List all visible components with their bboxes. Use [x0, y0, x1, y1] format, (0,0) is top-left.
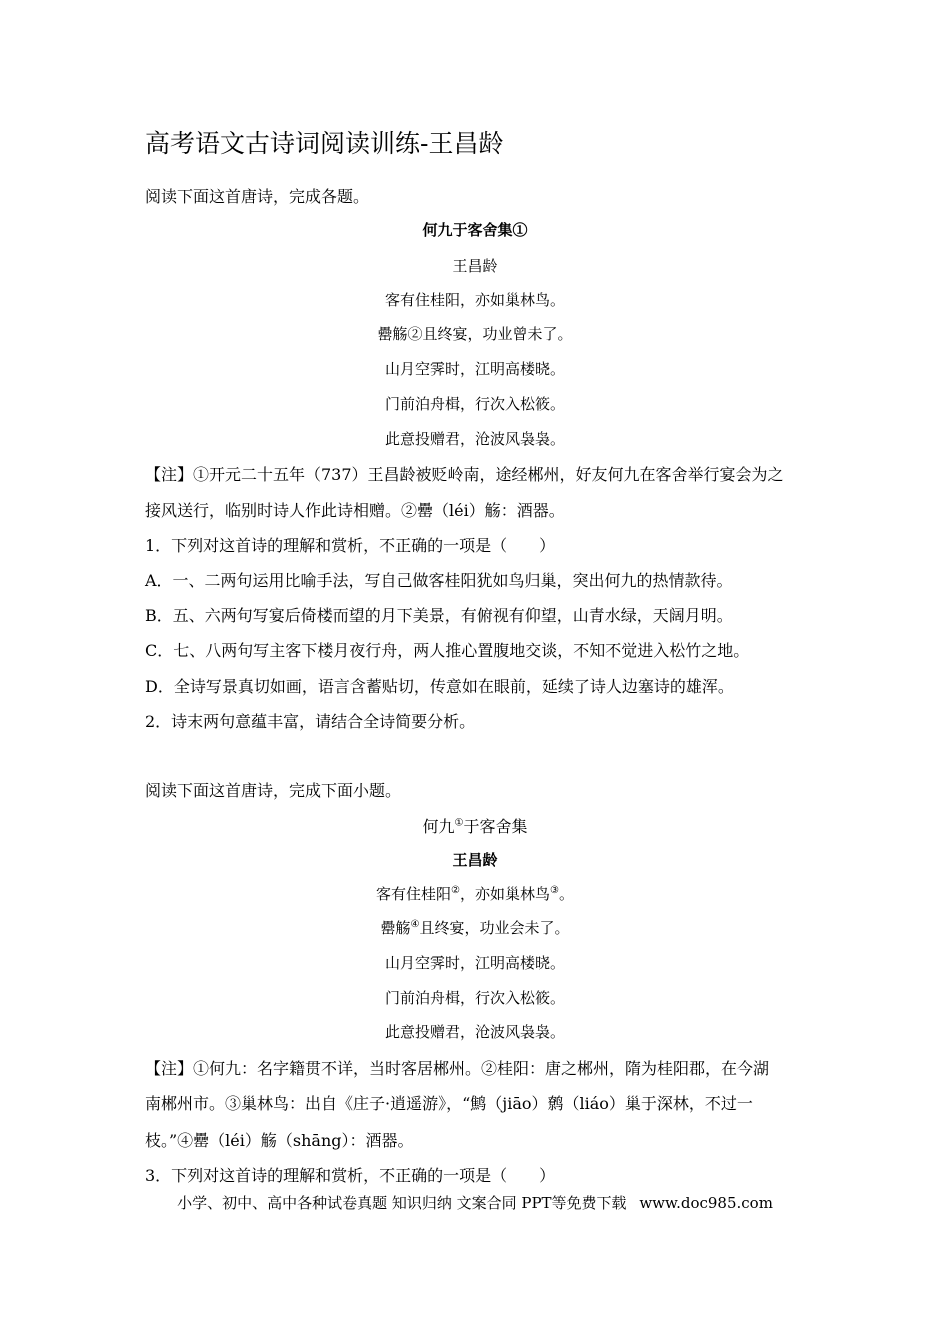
- poem-text: 客有住桂阳: [376, 885, 452, 903]
- question-1-option-a: A．一、二两句运用比喻手法，写自己做客桂阳犹如鸟归巢，突出何九的热情款待。: [145, 571, 733, 590]
- poem-text: ，亦如巢林鸟: [459, 885, 550, 903]
- section1-poem-line-2: 罍觞②且终宴，功业曾未了。: [377, 325, 573, 343]
- section2-poem-author: 王昌龄: [452, 851, 498, 869]
- footer-url[interactable]: www.doc985.com: [639, 1194, 773, 1212]
- page-footer: [0, 1192, 950, 1213]
- section2-poem-line-5: 此意投赠君，沧波风袅袅。: [384, 1023, 565, 1041]
- section2-note-line-1: 【注】①何九：名字籍贯不详，当时客居郴州。②桂阳：唐之郴州，隋为桂阳郡，在今湖: [145, 1059, 770, 1078]
- section2-poem-line-1: [0, 883, 950, 904]
- section2-intro: 阅读下面这首唐诗，完成下面小题。: [145, 781, 402, 800]
- poem-title-part: 于客舍集: [463, 817, 528, 836]
- section2-poem-line-3: 山月空霁时，江明高楼晓。: [384, 954, 565, 972]
- question-1: 1．下列对这首诗的理解和赏析，不正确的一项是（ ）: [145, 536, 556, 555]
- document-title: 高考语文古诗词阅读训练-王昌龄: [145, 129, 504, 158]
- section2-poem-line-4: 门前泊舟楫，行次入松筱。: [384, 989, 565, 1007]
- section1-poem-line-5: 此意投赠君，沧波风袅袅。: [384, 430, 565, 448]
- question-1-option-c: C．七、八两句写主客下楼月夜行舟，两人推心置腹地交谈，不知不觉进入松竹之地。: [145, 641, 750, 660]
- section1-poem-line-3: 山月空霁时，江明高楼晓。: [384, 360, 565, 378]
- poem-title-part: 何九: [422, 817, 455, 836]
- footnote-marker: ④: [410, 919, 420, 930]
- section2-note-line-2: 南郴州市。③巢林鸟：出自《庄子·逍遥游》，“鹪（jiāo）鹩（liáo）巢于深林，不过一: [145, 1094, 753, 1113]
- question-2: 2．诗末两句意蕴丰富，请结合全诗简要分析。: [145, 712, 476, 731]
- poem-text: 且终宴，功业会未了。: [419, 919, 570, 937]
- poem-text: 。: [558, 885, 574, 903]
- section2-note-line-3: 枝。”④罍（léi）觞（shāng）：酒器。: [145, 1131, 414, 1150]
- section2-poem-title: [0, 814, 950, 837]
- section1-poem-line-1: 客有住桂阳，亦如巢林鸟。: [384, 291, 565, 309]
- footer-text: 小学、初中、高中各种试卷真题 知识归纳 文案合同 PPT等免费下载: [177, 1194, 627, 1212]
- section2-poem-line-2: [0, 917, 950, 938]
- question-1-option-d: D．全诗写景真切如画，语言含蓄贴切，传意如在眼前，延续了诗人边塞诗的雄浑。: [145, 677, 734, 696]
- question-3: 3．下列对这首诗的理解和赏析，不正确的一项是（ ）: [145, 1166, 556, 1185]
- section1-poem-line-4: 门前泊舟楫，行次入松筱。: [384, 395, 565, 413]
- section1-intro: 阅读下面这首唐诗，完成各题。: [145, 187, 370, 206]
- poem-text: 罍觞: [380, 919, 411, 937]
- section1-note-line-1: 【注】①开元二十五年（737）王昌龄被贬岭南，途经郴州，好友何九在客舍举行宴会为之: [145, 465, 784, 484]
- section1-note-line-2: 接风送行，临别时诗人作此诗相赠。②罍（léi）觞：酒器。: [145, 501, 565, 520]
- section1-poem-title: 何九于客舍集①: [422, 221, 528, 239]
- footnote-marker: ③: [550, 885, 559, 896]
- footnote-marker: ①: [454, 817, 464, 829]
- section1-poem-author: 王昌龄: [452, 257, 498, 275]
- footnote-marker: ②: [451, 885, 460, 896]
- question-1-option-b: B．五、六两句写宴后倚楼而望的月下美景，有俯视有仰望，山青水绿，天阔月明。: [145, 606, 733, 625]
